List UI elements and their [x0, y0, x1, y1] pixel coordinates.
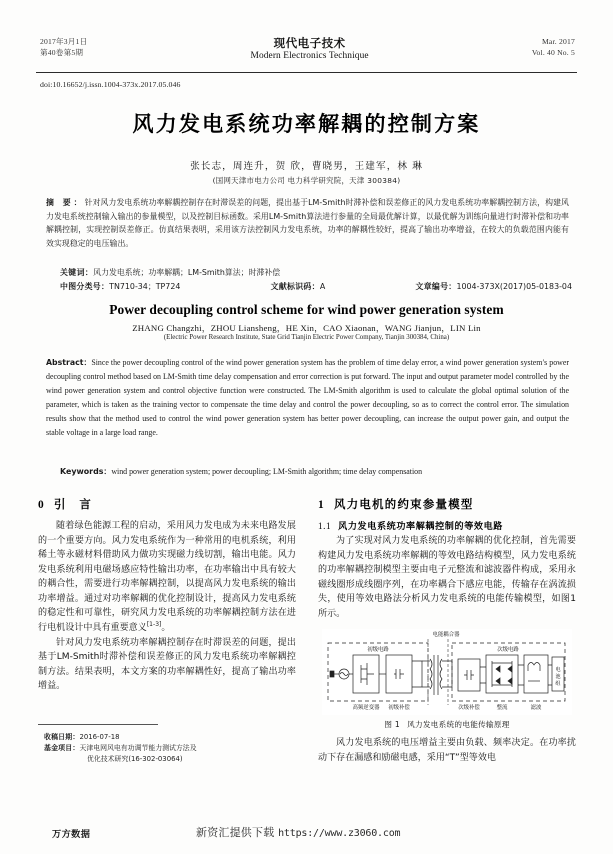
section-title-1-1: 风力发电系统功率解耦控制的等效电路: [338, 522, 503, 532]
abstract-cn-label: 摘 要：: [46, 198, 85, 207]
keywords-cn: [60, 267, 580, 278]
journal-title-en: Modern Electronics Technique: [250, 51, 369, 62]
affiliation-cn: (国网天津市电力公司 电力科学研究院，天津 300384): [212, 176, 401, 185]
document-code: [271, 281, 326, 292]
fund-project-value-cont: 优化技术研究(16-302-03064): [87, 755, 183, 764]
keywords-cn-text: 风力发电系统；功率解耦；LM-Smith算法；时滞补偿: [93, 268, 281, 277]
section-heading-1: [318, 496, 576, 512]
section-number-1: 1: [318, 499, 325, 511]
abstract-cn: [46, 196, 569, 250]
paragraph-right-1: 为了实现对风力发电系统的功率解耦的优化控制，首先需要构建风力发电系统功率解耦的等效电路结构模型，风力发电系统的功率解耦控制模型主要由电子元整流和滤波器件构成，采用永磁线圈形成线圈序列，在功率耦合下感应电能，传输存在涡流损失，使用等效电路法分析风力发电系统的电能传输模型，如图1所示。: [318, 536, 576, 619]
figure-1-caption-label: 图 1: [384, 720, 401, 730]
figure-label-battery-2: 池: [555, 674, 561, 681]
section-number-0: 0: [38, 499, 45, 511]
received-date-value: 2016-07-18: [79, 733, 120, 741]
keywords-en-text: wind power generation system; power decoupling; LM-Smith algorithm; time delay compensation: [111, 467, 423, 476]
paragraph-intro-1: [38, 519, 296, 636]
figure-1-diagram: [322, 629, 572, 715]
figure-label-filter: 滤波: [530, 705, 542, 712]
fund-project-label: 基金项目：: [44, 744, 80, 753]
authors-cn: 张长志，周连升，贺 欣，曹晓男，王建军，林 琳: [190, 161, 423, 172]
classification-row: [60, 281, 572, 292]
figure-label-inverter: 高频逆变器: [352, 705, 380, 712]
page-title: 风力发电系统功率解耦的控制方案: [132, 111, 481, 136]
section-heading-1-1: [318, 519, 576, 532]
figure-label-coupler: 电能耦合器: [432, 632, 460, 639]
affiliation-en: (Electric Power Research Institute, State Grid Tianjin Electric Power Company, Tianjin 300384, China): [163, 334, 450, 341]
document-code-value: A: [319, 282, 326, 291]
journal-title-cn: 现代电子技术: [273, 36, 346, 50]
masthead: [36, 36, 577, 70]
section-title-1: 风力电机的约束参量模型: [334, 497, 474, 511]
keywords-en: [60, 466, 580, 477]
article-number-label: 文章编号：: [415, 282, 457, 291]
section-number-1-1: 1.1: [318, 521, 332, 531]
masthead-date-en: Mar. 2017: [541, 37, 575, 46]
footnote-rule: [38, 724, 158, 725]
received-date: [44, 732, 299, 743]
watermark-download-text: 新资汇提供下载: [196, 826, 275, 839]
fund-project-value: 天津电网风电有功调节能力测试方法及: [79, 744, 197, 753]
footnote-block: [44, 732, 299, 766]
clc-number: [60, 281, 180, 292]
paragraph-intro-1-tail: 。: [161, 622, 171, 633]
clc-label: 中图分类号：: [60, 282, 110, 291]
masthead-rule: [36, 72, 577, 73]
fund-project: [44, 743, 299, 765]
figure-label-battery-3: 组: [555, 681, 561, 688]
keywords-en-label: Keywords：: [60, 467, 112, 476]
masthead-volume-en: Vol. 40 No. 5: [531, 48, 575, 58]
doi-line: doi:10.16652/j.issn.1004-373x.2017.05.046: [40, 80, 181, 89]
paragraph-intro-1-text: 随着绿色能源工程的启动，采用风力发电成为未来电路发展的一个重要方向。风力发电系统作为一种常用的电机系统，利用稀土等永磁材料借助风力做功实现磁力线切割，输出电能。风力发电系统利用电磁场感应特性输出功率，在功率输出中具有较大的耦合性，需要进行功率解耦控制，以提高风力发电系统的输出功率增益。通过对功率解耦的优化控制设计，提高风力发电系统的稳定性和可靠性，研究风力发电系统的功率解耦控制方法在进行电机设计中具有重要意义: [38, 521, 296, 633]
masthead-right: [532, 36, 577, 59]
masthead-volume-cn: 第40卷第5期: [40, 48, 84, 58]
paragraph-right-2: 风力发电系统的电压增益主要由负载、频率决定。在功率扰动下存在漏感和励磁电感，采用“T”型等效电: [318, 738, 576, 763]
paragraph-intro-2: 针对风力发电系统功率解耦控制存在时滞误差的问题，提出基于LM-Smith时滞补偿和误差修正的风力发电系统功率解耦控制方法。结果表明，本文方案的功率解耦性好，提高了输出功率增益。: [38, 637, 296, 692]
page-title-en: Power decoupling control scheme for wind power generation system: [109, 302, 504, 317]
watermark-wanfang: 万方数据: [52, 829, 91, 840]
figure-1-caption: [318, 719, 576, 730]
article-number: [416, 281, 572, 292]
authors-en: ZHANG Changzhi，ZHOU Liansheng，HE Xin，CAO Xiaonan，WANG Jianjun，LIN Lin: [132, 323, 481, 333]
watermark-download-url: https://www.z3060.com: [278, 828, 401, 839]
watermark-download: [196, 824, 400, 840]
abstract-en-label: Abstract：: [46, 358, 92, 367]
abstract-cn-text: 针对风力发电系统功率解耦控制存在时滞误差的问题，提出基于LM-Smith时滞补偿和误差修正的风力发电系统功率解耦控制方法，构建风力发电系统控制输入输出的参量模型，以及控制目标函数。采用LM-Smith算法进行参量的全局最优解计算，以最优解为训练向量进行时滞补偿和功率解耦控制，实现控制误差修正。仿真结果表明，采用该方法控制风力发电系统，功率的解耦性较好，提高了输出功率增益，在较大的负载范围内能有效实现稳定的电压输出。: [46, 198, 569, 248]
masthead-center: [87, 36, 531, 63]
figure-label-rectify: 整流: [496, 705, 508, 712]
abstract-en: [46, 356, 569, 440]
figure-label-primary-comp: 初级补偿: [388, 705, 410, 712]
abstract-en-text: Since the power decoupling control of the wind power generation system has the problem of time delay error, a wind power generation system′s power decoupling control method based on LM-Smith time delay compensation and error correction is put forward. The input and output parameter model controlled by the wind power generation system and control objective function were constructed. The LM-Smith algorithm is used to calculate the global optimal solution of the parameter, which is taken as the training vector to compensate the time delay and control the power decoupling, so as to correct the control error. The simulation results show that the method used to control the wind power generation system has better power decoupling, can increase the output power gain, and output the stable voltage in a large load range.: [46, 358, 569, 438]
figure-1-caption-text: 风力发电系统的电能传输原理: [407, 720, 510, 730]
body-column-left: [38, 496, 296, 694]
body-column-right: [318, 496, 576, 766]
figure-label-secondary-comp: 次级补偿: [458, 705, 480, 712]
masthead-date: 2017年3月1日: [40, 37, 88, 46]
section-title-0: 引 言: [54, 497, 93, 511]
keywords-cn-label: 关键词：: [60, 268, 94, 277]
figure-label-secondary-circuit: 次级电路: [497, 647, 519, 654]
masthead-left: [36, 36, 87, 59]
figure-1: [318, 629, 576, 730]
clc-value: TN710-34；TP724: [109, 282, 181, 291]
reference-marker: [1-3]: [146, 620, 162, 628]
section-heading-0: [38, 496, 296, 512]
article-number-value: 1004-373X(2017)05-0183-04: [456, 282, 572, 291]
received-date-label: 收稿日期：: [44, 733, 80, 741]
circuit-diagram-svg: [322, 629, 572, 715]
figure-label-primary-circuit: 初级电路: [367, 647, 389, 654]
document-code-label: 文献标识码：: [270, 282, 320, 291]
figure-label-battery-1: 电: [555, 667, 561, 674]
